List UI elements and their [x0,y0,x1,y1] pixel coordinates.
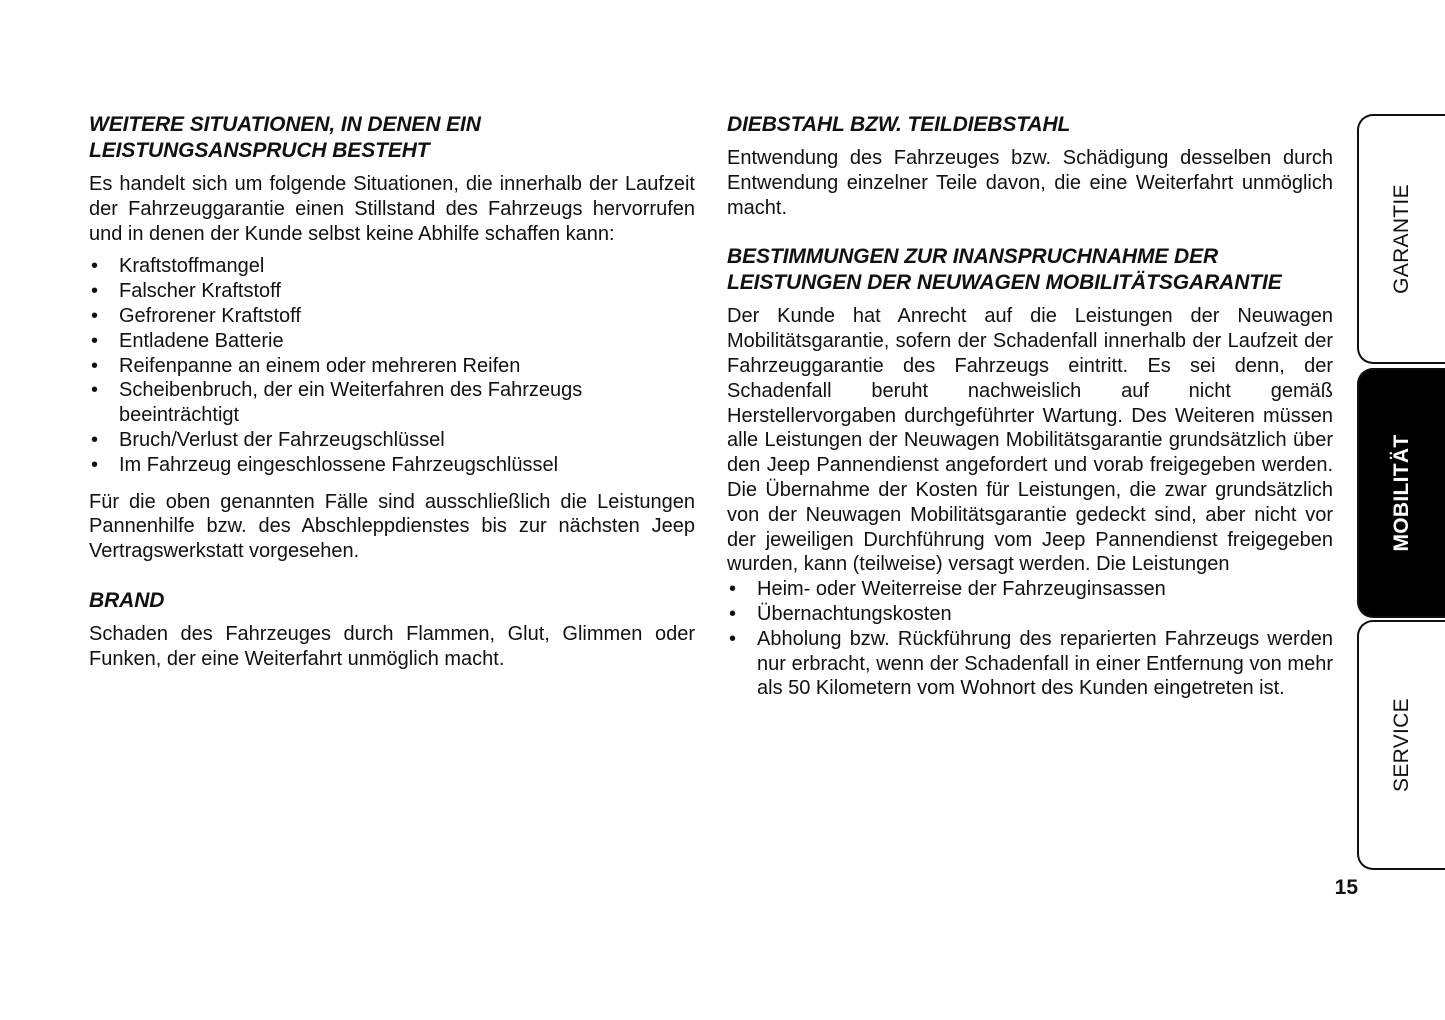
intro-paragraph: Es handelt sich um folgende Situationen, die innerhalb der Laufzeit der Fahrzeuggarantie einen Stillstand des Fahrzeugs hervorrufen und in denen der Kunde selbst keine Abhilfe schaffen kann: [89,173,695,245]
bullet-icon: • [91,329,99,352]
list-item-text: Bruch/Verlust der Fahrzeugschlüssel [119,428,445,451]
chapter-tabs [1357,114,1445,872]
list-item [89,304,695,329]
list-item [727,627,1333,701]
list-item [727,577,1333,602]
tab-service[interactable] [1357,620,1445,870]
bullet-icon: • [91,428,99,451]
bullet-icon: • [91,280,99,303]
tab-label: MOBILITÄT [1390,434,1413,552]
bullet-icon: • [729,602,737,625]
outro-paragraph: Für die oben genannten Fälle sind ausschließlich die Leistungen Pannenhilfe bzw. des Abschleppdienstes bis zur nächsten Jeep Vertragswerkstatt vorgesehen. [89,490,695,563]
section-title-line: WEITERE SITUATIONEN, IN DENEN EIN [89,113,481,136]
left-column [89,112,695,672]
brand-paragraph: Schaden des Fahrzeuges durch Flammen, Glut, Glimmen oder Funken, der eine Weiterfahrt unmöglich macht. [89,622,695,670]
list-item-text: Gefrorener Kraftstoff [119,304,301,327]
section-title-line: LEISTUNGSANSPRUCH BESTEHT [89,139,430,162]
bestimmungen-paragraph: Der Kunde hat Anrecht auf die Leistungen der Neuwagen Mobilitätsgarantie, sofern der Schadenfall innerhalb der Laufzeit der Fahrzeuggarantie des Fahrzeugs eintritt. Es sei denn, der Schadenfall beruht nachweislich auf nicht gemäß Herstellervorgaben durchgeführter Wartung. Des Weiteren müssen alle Leistungen der Neuwagen Mobilitätsgarantie grundsätzlich über den Jeep Pannendienst angefordert und vorab freigegeben werden. Die Übernahme der Kosten für Leistungen, die zwar grundsätzlich von der Neuwagen Mobilitätsgarantie gedeckt sind, aber nicht vor der jeweiligen Durchführung vom Jeep Pannendienst freigegeben wurden, kann (teilweise) versagt werden. Die Leistungen [727,305,1333,576]
right-column [727,112,1333,701]
list-item-text: Kraftstoffmangel [119,255,265,278]
section-title-bestimmungen [727,244,1333,296]
bullet-icon: • [91,304,99,327]
list-item [89,279,695,304]
bullet-icon: • [91,354,99,377]
bullet-icon: • [91,453,99,476]
list-item [89,254,695,279]
list-item-text: Heim- oder Weiterreise der Fahrzeuginsassen [757,578,1166,601]
list-item-text: Übernachtungskosten [757,602,952,625]
list-item-text: Falscher Kraftstoff [119,280,281,303]
section-title-line: BESTIMMUNGEN ZUR INANSPRUCHNAHME DER [727,245,1219,269]
section-title-line: LEISTUNGEN DER NEUWAGEN MOBILITÄTSGARANTIE [727,271,1282,295]
list-item [89,453,695,478]
list-item [89,378,695,428]
bullet-icon: • [729,578,737,601]
tab-garantie[interactable] [1357,114,1445,364]
tab-label: GARANTIE [1390,184,1413,294]
bullet-icon: • [91,379,99,402]
list-item [727,602,1333,627]
page-number: 15 [1334,876,1358,899]
list-item-text: Reifenpanne an einem oder mehreren Reifen [119,354,521,377]
section-title-brand: BRAND [89,588,165,612]
bullet-icon: • [729,627,737,650]
tab-mobilitaet[interactable] [1357,368,1445,618]
list-item-text: Abholung bzw. Rückführung des reparierten Fahrzeugs werden nur erbracht, wenn der Schadenfall in einer Entfernung von mehr als 50 Kilometern vom Wohnort des Kunden eingetreten ist. [757,627,1333,700]
section-title-weitere-situationen [89,112,695,164]
situations-list [89,254,695,477]
list-item [89,329,695,354]
bullet-icon: • [91,255,99,278]
tab-label: SERVICE [1390,698,1413,792]
list-item-text: Scheibenbruch, der ein Weiterfahren des Fahrzeugs beeinträchtigt [119,379,583,427]
list-item-text: Im Fahrzeug eingeschlossene Fahrzeugschlüssel [119,453,559,476]
leistungen-list [727,577,1333,701]
diebstahl-paragraph: Entwendung des Fahrzeuges bzw. Schädigung desselben durch Entwendung einzelner Teile davon, die eine Weiterfahrt unmöglich macht. [727,147,1333,219]
list-item [89,354,695,379]
section-title-diebstahl: DIEBSTAHL BZW. TEILDIEBSTAHL [727,113,1071,136]
list-item [89,428,695,453]
list-item-text: Entladene Batterie [119,329,284,352]
